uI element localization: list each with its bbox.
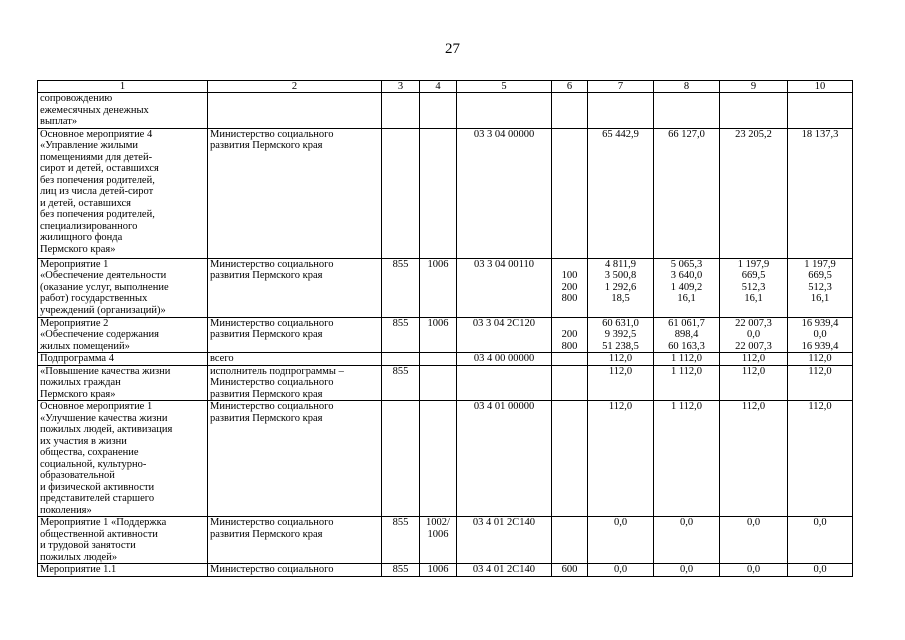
cell-line: Мероприятие 1.1 <box>40 564 117 575</box>
cell-line: 112,0 <box>741 365 766 377</box>
expense-type-cell <box>552 564 588 577</box>
cell-line: 800 <box>561 293 578 304</box>
year-value-cell <box>588 365 654 401</box>
cell-line: 0,0 <box>679 517 694 528</box>
grbs-cell <box>382 564 420 577</box>
target-article-cell <box>457 401 552 517</box>
name-cell <box>38 128 208 258</box>
cell-line: 1 197,9 <box>737 258 770 270</box>
executor-cell <box>208 401 382 517</box>
cell-line: 855 <box>392 258 409 270</box>
cell-line: 03 3 04 00110 <box>474 258 534 270</box>
cell-line: 112,0 <box>808 365 832 377</box>
expense-type-cell <box>552 93 588 129</box>
cell-line: Пермского края» <box>40 388 116 400</box>
year-value-cell <box>720 353 788 366</box>
column-header: 2 <box>208 81 382 93</box>
cell-line: развития Пермского края <box>210 140 323 151</box>
cell-line: 800 <box>561 340 578 352</box>
cell-line: 1 292,6 <box>604 281 637 293</box>
name-cell <box>38 564 208 577</box>
cell-line <box>554 318 585 330</box>
cell-line: 0,0 <box>679 564 694 575</box>
cell-line: 66 127,0 <box>668 128 705 140</box>
section-cell <box>420 258 457 317</box>
column-header: 10 <box>788 81 853 93</box>
cell-line: пожилых граждан <box>40 377 121 388</box>
year-value-cell <box>788 128 853 258</box>
cell-line: 100 <box>561 270 578 281</box>
year-value-cell <box>654 258 720 317</box>
cell-line: 16 939,4 <box>801 317 839 329</box>
cell-line: без попечения родителей, <box>40 174 155 186</box>
section-cell <box>420 365 457 401</box>
cell-line: 112,0 <box>608 365 633 377</box>
expense-type-cell <box>552 128 588 258</box>
name-cell <box>38 365 208 401</box>
grbs-cell <box>382 365 420 401</box>
executor-cell <box>208 564 382 577</box>
target-article-cell <box>457 93 552 129</box>
cell-line: и детей, оставшихся <box>40 197 132 209</box>
cell-line: 60 631,0 <box>602 317 639 329</box>
cell-line: 5 065,3 <box>670 258 703 270</box>
cell-line: 03 3 04 00000 <box>473 128 535 140</box>
cell-line: развития Пермского края <box>210 270 323 281</box>
cell-line: 22 007,3 <box>735 317 772 329</box>
cell-line: 1 409,2 <box>670 281 703 293</box>
name-cell <box>38 353 208 366</box>
table-row <box>38 93 853 129</box>
expense-type-cell <box>552 517 588 564</box>
executor-cell <box>208 517 382 564</box>
executor-cell <box>208 128 382 258</box>
year-value-cell <box>654 93 720 129</box>
cell-line: 1006 <box>427 528 449 540</box>
cell-line: 65 442,9 <box>602 128 639 140</box>
cell-line: развития Пермского края <box>210 412 323 424</box>
cell-line: 16 939,4 <box>801 340 839 352</box>
year-value-cell <box>588 564 654 577</box>
cell-line: специализированного <box>40 220 138 232</box>
grbs-cell <box>382 353 420 366</box>
cell-line: сопровождению <box>40 93 113 104</box>
cell-line: поколения» <box>40 504 92 516</box>
cell-line: 03 4 01 00000 <box>473 401 535 412</box>
cell-line: развития Пермского края <box>210 528 323 540</box>
cell-line: и физической активности <box>40 481 155 493</box>
year-value-cell <box>654 128 720 258</box>
year-value-cell <box>720 128 788 258</box>
cell-line: Министерство социального <box>210 317 334 329</box>
column-header: 6 <box>552 81 588 93</box>
cell-line: «Обеспечение деятельности <box>40 270 167 281</box>
cell-line: 855 <box>392 317 409 329</box>
cell-line: 0,0 <box>813 329 827 340</box>
grbs-cell <box>382 258 420 317</box>
cell-line: 112,0 <box>808 401 832 412</box>
table-row <box>38 517 853 564</box>
year-value-cell <box>788 317 853 353</box>
year-value-cell <box>720 93 788 129</box>
name-cell <box>38 93 208 129</box>
cell-line: жилых помещений» <box>40 340 130 352</box>
cell-line: 855 <box>392 517 409 528</box>
page-number: 27 <box>445 41 460 57</box>
cell-line: 22 007,3 <box>735 340 772 352</box>
column-header: 1 <box>38 81 208 93</box>
cell-line: без попечения родителей, <box>40 209 155 220</box>
cell-line: 669,5 <box>741 270 766 281</box>
year-value-cell <box>588 128 654 258</box>
cell-line: 112,0 <box>608 401 633 412</box>
cell-line: лиц из числа детей-сирот <box>40 186 154 197</box>
cell-line: 112,0 <box>808 353 832 364</box>
grbs-cell <box>382 517 420 564</box>
cell-line: 1002/ <box>426 517 450 528</box>
year-value-cell <box>654 517 720 564</box>
year-value-cell <box>720 258 788 317</box>
cell-line: исполнитель подпрограммы – <box>210 365 344 377</box>
cell-line: 16,1 <box>744 293 763 304</box>
grbs-cell <box>382 401 420 517</box>
cell-line: 1 197,9 <box>804 258 836 270</box>
cell-line: 1006 <box>427 258 449 270</box>
header-row <box>38 81 853 93</box>
cell-line: развития Пермского края <box>210 388 323 400</box>
cell-line: развития Пермского края <box>210 329 323 340</box>
expense-type-cell <box>552 258 588 317</box>
grbs-cell <box>382 317 420 353</box>
cell-line: 512,3 <box>741 281 766 293</box>
year-value-cell <box>720 564 788 577</box>
cell-line: 16,1 <box>810 293 830 304</box>
expense-type-cell <box>552 401 588 517</box>
table-row <box>38 401 853 517</box>
year-value-cell <box>588 517 654 564</box>
cell-line: 23 205,2 <box>735 128 772 140</box>
expense-type-cell <box>552 365 588 401</box>
cell-line: 9 392,5 <box>604 329 637 340</box>
cell-line: Подпрограмма 4 <box>40 353 114 364</box>
cell-line: 1006 <box>427 317 449 329</box>
cell-line: 512,3 <box>808 281 832 293</box>
table-row <box>38 128 853 258</box>
target-article-cell <box>457 128 552 258</box>
table-body <box>38 81 853 577</box>
budget-table <box>37 80 853 577</box>
year-value-cell <box>588 258 654 317</box>
cell-line: Министерство социального <box>210 258 334 270</box>
section-cell <box>420 128 457 258</box>
cell-line: 0,0 <box>746 517 761 528</box>
cell-line: ежемесячных денежных <box>40 104 149 116</box>
cell-line: Министерство социального <box>210 377 334 388</box>
year-value-cell <box>654 401 720 517</box>
year-value-cell <box>654 365 720 401</box>
cell-line: 1 112,0 <box>670 401 703 412</box>
name-cell <box>38 258 208 317</box>
column-header: 4 <box>420 81 457 93</box>
section-cell <box>420 353 457 366</box>
cell-line: 200 <box>561 281 578 293</box>
cell-line: 03 4 01 2С140 <box>472 517 536 528</box>
cell-line: 0,0 <box>613 517 628 528</box>
table-row <box>38 365 853 401</box>
table-row <box>38 353 853 366</box>
column-header: 8 <box>654 81 720 93</box>
cell-line: сирот и детей, оставшихся <box>40 163 159 174</box>
section-cell <box>420 517 457 564</box>
year-value-cell <box>654 317 720 353</box>
cell-line: «Повышение качества жизни <box>40 365 171 377</box>
cell-line: «Улучшение качества жизни <box>40 412 168 424</box>
year-value-cell <box>720 365 788 401</box>
cell-line: 1 112,0 <box>670 365 703 377</box>
section-cell <box>420 93 457 129</box>
cell-line: 669,5 <box>808 270 832 281</box>
year-value-cell <box>720 317 788 353</box>
column-header: 9 <box>720 81 788 93</box>
cell-line: Министерство социального <box>210 517 334 528</box>
cell-line: Мероприятие 2 <box>40 317 109 329</box>
column-header: 5 <box>457 81 552 93</box>
cell-line: 112,0 <box>741 353 766 364</box>
cell-line: 60 163,3 <box>668 340 705 352</box>
cell-line: пожилых людей, активизация <box>40 424 173 435</box>
cell-line: жилищного фонда <box>40 232 123 243</box>
section-cell <box>420 317 457 353</box>
cell-line: представителей старшего <box>40 493 155 504</box>
year-value-cell <box>588 317 654 353</box>
cell-line: 03 4 00 00000 <box>473 353 535 364</box>
year-value-cell <box>788 564 853 577</box>
year-value-cell <box>788 365 853 401</box>
cell-line: 0,0 <box>746 329 761 340</box>
year-value-cell <box>588 401 654 517</box>
table-row <box>38 317 853 353</box>
executor-cell <box>208 93 382 129</box>
cell-line: Мероприятие 1 <box>40 258 109 270</box>
cell-line: 0,0 <box>813 564 827 575</box>
cell-line: «Управление жилыми <box>40 140 138 151</box>
cell-line: 03 4 01 2С140 <box>472 564 536 575</box>
name-cell <box>38 517 208 564</box>
cell-line: 3 640,0 <box>670 270 703 281</box>
cell-line: их участия в жизни <box>40 435 127 447</box>
cell-line: 1 112,0 <box>670 353 703 364</box>
year-value-cell <box>788 353 853 366</box>
cell-line: и трудовой занятости <box>40 540 136 551</box>
cell-line: Министерство социального <box>210 564 334 575</box>
target-article-cell <box>457 365 552 401</box>
cell-line: всего <box>210 353 234 364</box>
cell-line <box>554 259 585 271</box>
name-cell <box>38 401 208 517</box>
year-value-cell <box>588 93 654 129</box>
year-value-cell <box>788 401 853 517</box>
executor-cell <box>208 353 382 366</box>
cell-line: выплат» <box>40 116 78 127</box>
cell-line: работ) государственных <box>40 293 148 304</box>
section-cell <box>420 564 457 577</box>
cell-line: 855 <box>392 564 409 575</box>
cell-line: 0,0 <box>746 564 761 575</box>
year-value-cell <box>588 353 654 366</box>
cell-line: 898,4 <box>674 329 699 340</box>
cell-line: Министерство социального <box>210 128 334 140</box>
executor-cell <box>208 365 382 401</box>
cell-line: общества, сохранение <box>40 447 139 458</box>
table-row <box>38 258 853 317</box>
cell-line: 600 <box>561 564 578 575</box>
cell-line: 18,5 <box>611 293 630 304</box>
cell-line: помещениями для детей- <box>40 151 153 163</box>
cell-line: 855 <box>392 365 409 377</box>
expense-type-cell <box>552 353 588 366</box>
cell-line: 61 061,7 <box>668 317 705 329</box>
cell-line: учреждений (организаций)» <box>40 304 166 316</box>
grbs-cell <box>382 128 420 258</box>
cell-line: (оказание услуг, выполнение <box>40 281 169 293</box>
cell-line: 3 500,8 <box>604 270 637 281</box>
cell-line: 03 3 04 2С120 <box>472 317 536 329</box>
cell-line: 112,0 <box>608 353 633 364</box>
cell-line: Министерство социального <box>210 401 334 412</box>
cell-line: общественной активности <box>40 528 158 540</box>
cell-line: Мероприятие 1 «Поддержка <box>40 517 167 528</box>
executor-cell <box>208 317 382 353</box>
year-value-cell <box>654 353 720 366</box>
target-article-cell <box>457 517 552 564</box>
cell-line: социальной, культурно- <box>40 458 147 470</box>
year-value-cell <box>788 93 853 129</box>
cell-line: 51 238,5 <box>602 340 639 352</box>
section-cell <box>420 401 457 517</box>
cell-line: 4 811,9 <box>604 258 637 270</box>
expense-type-cell <box>552 317 588 353</box>
cell-line: Основное мероприятие 1 <box>40 401 153 412</box>
grbs-cell <box>382 93 420 129</box>
cell-line: пожилых людей» <box>40 551 118 563</box>
cell-line: 0,0 <box>613 564 628 575</box>
cell-line: 0,0 <box>813 517 827 528</box>
year-value-cell <box>720 401 788 517</box>
name-cell <box>38 317 208 353</box>
year-value-cell <box>654 564 720 577</box>
cell-line: 18 137,3 <box>801 128 839 140</box>
cell-line: Основное мероприятие 4 <box>40 128 153 140</box>
year-value-cell <box>788 517 853 564</box>
column-header: 7 <box>588 81 654 93</box>
cell-line: образовательной <box>40 470 115 481</box>
cell-line: «Обеспечение содержания <box>40 329 159 340</box>
target-article-cell <box>457 353 552 366</box>
cell-line: 16,1 <box>677 293 696 304</box>
year-value-cell <box>720 517 788 564</box>
target-article-cell <box>457 258 552 317</box>
year-value-cell <box>788 258 853 317</box>
executor-cell <box>208 258 382 317</box>
cell-line: 200 <box>561 329 578 340</box>
cell-line: 112,0 <box>741 401 766 412</box>
cell-line: Пермского края» <box>40 243 116 255</box>
table-row <box>38 564 853 577</box>
target-article-cell <box>457 317 552 353</box>
target-article-cell <box>457 564 552 577</box>
cell-line: 1006 <box>427 564 449 575</box>
column-header: 3 <box>382 81 420 93</box>
